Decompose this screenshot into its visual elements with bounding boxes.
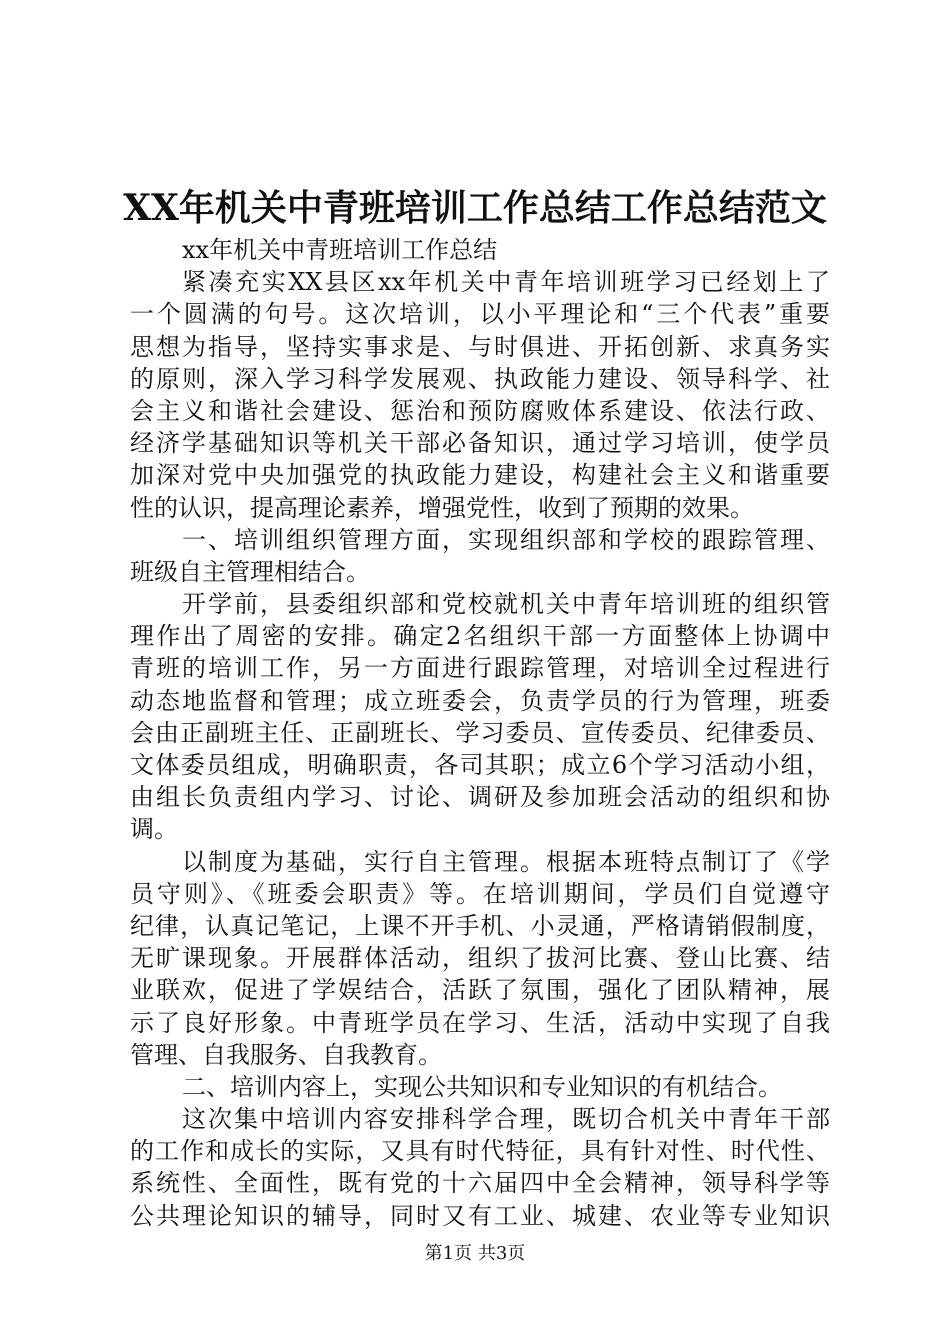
- text-line: 文体委员组成，明确职责，各司其职；成立6个学习活动小组，: [130, 751, 830, 779]
- text-line: 思想为指导，坚持实事求是、与时俱进、开拓创新、求真务实: [130, 332, 830, 361]
- text-line: xx年机关中青班培训工作总结: [182, 236, 498, 264]
- text-line: 示了良好形象。中青班学员在学习、生活，活动中实现了自我: [130, 1008, 830, 1037]
- text-line: 班级自主管理相结合。: [130, 557, 370, 586]
- text-line: 性的认识，提高理论素养，增强党性，收到了预期的效果。: [130, 493, 754, 522]
- text-line: 一、培训组织管理方面，实现组织部和学校的跟踪管理、: [182, 525, 830, 554]
- text-line: 动态地监督和管理；成立班委会，负责学员的行为管理，班委: [130, 686, 830, 715]
- text-line: 会主义和谐社会建设、惩治和预防腐败体系建设、依法行政、: [130, 396, 830, 425]
- page-footer: 第1页 共3页: [424, 1243, 526, 1264]
- text-line: 青班的培训工作，另一方面进行跟踪管理，对培训全过程进行: [130, 654, 830, 683]
- text-line: 业联欢，促进了学娱结合，活跃了氛围，强化了团队精神，展: [130, 976, 830, 1005]
- text-line: 会由正副班主任、正副班长、学习委员、宣传委员、纪律委员、: [130, 718, 830, 747]
- text-line: 调。: [130, 815, 178, 844]
- text-line: 由组长负责组内学习、讨论、调研及参加班会活动的组织和协: [130, 783, 830, 812]
- document-title: XX年机关中青班培训工作总结工作总结范文: [123, 187, 827, 229]
- document-body: [130, 234, 830, 1232]
- text-line: 开学前，县委组织部和党校就机关中青年培训班的组织管: [182, 590, 830, 619]
- text-line: 管理、自我服务、自我教育。: [130, 1040, 442, 1069]
- text-line: 这次集中培训内容安排科学合理，既切合机关中青年干部: [182, 1105, 830, 1134]
- text-line: 经济学基础知识等机关干部必备知识，通过学习培训，使学员: [130, 429, 830, 458]
- text-line: 员守则》、《班委会职责》等。在培训期间，学员们自觉遵守: [130, 879, 830, 908]
- text-line: 理作出了周密的安排。确定2名组织干部一方面整体上协调中: [130, 622, 830, 651]
- text-line: 的工作和成长的实际，又具有时代特征，具有针对性、时代性、: [130, 1137, 830, 1166]
- text-line: 二、培训内容上，实现公共知识和专业知识的有机结合。: [182, 1072, 782, 1101]
- text-line: 系统性、全面性，既有党的十六届四中全会精神，领导科学等: [130, 1169, 830, 1198]
- text-line: 公共理论知识的辅导，同时又有工业、城建、农业等专业知识: [130, 1201, 830, 1230]
- text-line: 一个圆满的句号。这次培训，以小平理论和“三个代表”重要: [130, 300, 830, 329]
- text-line: 的原则，深入学习科学发展观、执政能力建设、领导科学、社: [130, 364, 830, 393]
- text-line: 加深对党中央加强党的执政能力建设，构建社会主义和谐重要: [130, 461, 830, 490]
- text-line: 紧凑充实XX县区xx年机关中青年培训班学习已经划上了: [182, 268, 830, 297]
- text-line: 无旷课现象。开展群体活动，组织了拔河比赛、登山比赛、结: [130, 944, 830, 973]
- text-line: 以制度为基础，实行自主管理。根据本班特点制订了《学: [182, 847, 830, 876]
- text-line: 纪律，认真记笔记，上课不开手机、小灵通，严格请销假制度，: [130, 911, 830, 940]
